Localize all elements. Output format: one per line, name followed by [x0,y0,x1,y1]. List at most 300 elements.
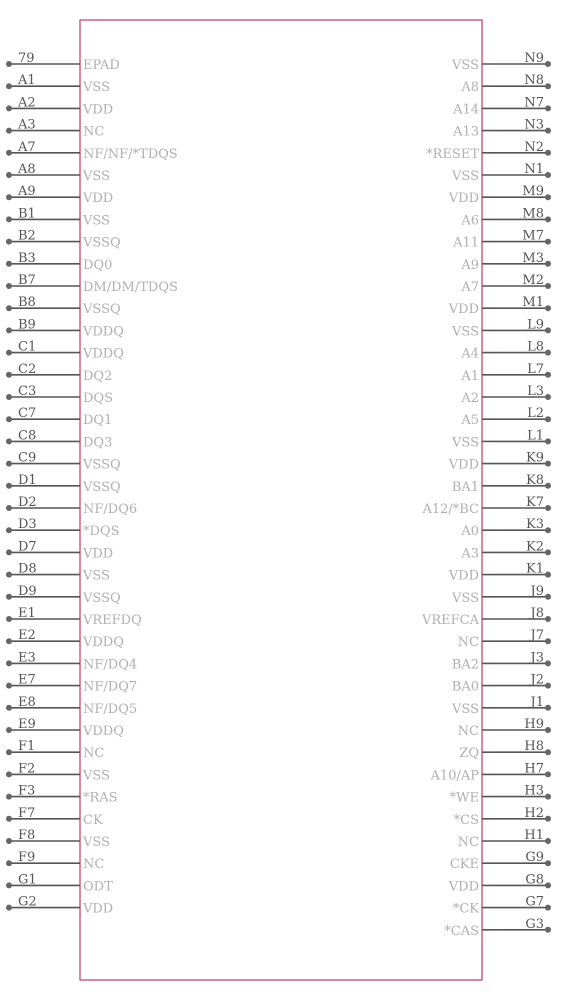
pin-right-G9 [450,850,551,872]
pin-end-dot [545,905,551,911]
pin-number: G1 [18,872,37,888]
pin-number: A8 [18,162,36,177]
pin-left-B1 [6,206,110,228]
pin-left-E8 [6,695,137,717]
pin-number: B1 [18,206,36,222]
pin-end-dot [545,327,551,333]
pin-left-D3 [6,517,120,539]
pin-name: A11 [453,235,479,251]
pin-name: A8 [461,80,479,96]
pin-number: C7 [18,406,37,422]
pin-end-dot [545,549,551,555]
pin-name: A0 [461,524,479,540]
pin-end-dot [545,749,551,755]
pin-right-H7 [430,761,551,783]
pin-end-dot [6,572,12,578]
pin-number: E1 [18,606,36,621]
pin-number: B3 [18,250,36,266]
pin-end-dot [545,416,551,422]
pin-name: A12/*BC [422,502,479,517]
pin-number: D9 [18,583,37,599]
pin-end-dot [6,749,12,755]
pin-right-M8 [460,206,551,228]
pin-number: M7 [522,228,544,244]
pin-left-A1 [6,73,110,95]
pin-right-H3 [450,784,551,806]
pin-name: VDD [448,191,479,207]
pin-right-H9 [458,717,551,739]
pin-end-dot [545,61,551,67]
pin-end-dot [545,239,551,245]
pin-name: VSS [83,568,110,584]
pin-name: NC [457,724,479,739]
pin-end-dot [6,372,12,378]
pin-number: J1 [530,694,544,710]
pin-number: D7 [18,539,37,555]
pin-right-K2 [460,539,551,561]
pin-name: A10/AP [430,768,479,784]
pin-end-dot [545,283,551,289]
pin-name: DQS [83,391,113,406]
pin-left-E7 [6,673,137,695]
pin-number: N7 [524,95,544,111]
pin-end-dot [6,350,12,356]
pin-right-L8 [460,340,551,362]
pin-number: G9 [525,850,544,866]
pin-name: CKE [449,857,479,873]
pin-left-F1 [6,739,104,761]
pin-left-F9 [6,850,104,872]
pin-name: *RAS [83,790,118,806]
pin-end-dot [545,594,551,600]
pin-name: VSSQ [83,302,121,318]
pin-name: VDDQ [83,724,124,739]
pin-number: K7 [526,495,544,510]
left-pin-group [6,51,178,917]
pin-end-dot [6,549,12,555]
pin-left-E2 [6,628,124,650]
pin-name: VDD [448,457,479,473]
pin-number: F2 [18,761,36,777]
pin-left-F7 [6,806,103,828]
pin-name: VSSQ [83,235,121,251]
pin-number: L2 [527,406,544,422]
pin-number: N9 [524,51,544,66]
pin-end-dot [545,394,551,400]
pin-name: BA0 [451,679,479,695]
pin-number: M3 [522,250,544,266]
pin-number: J3 [530,650,544,666]
pin-end-dot [545,616,551,622]
pin-left-C1 [6,340,124,362]
pin-end-dot [6,394,12,400]
pin-end-dot [6,905,12,911]
pin-left-F8 [6,828,110,850]
pin-left-B3 [6,251,112,273]
pin-number: C3 [18,384,37,399]
pin-number: C9 [18,450,37,466]
pin-right-J1 [451,695,551,717]
pin-number: N8 [524,73,544,89]
pin-end-dot [6,705,12,711]
pin-left-D9 [6,584,121,606]
pin-end-dot [6,61,12,67]
pin-end-dot [545,860,551,866]
pin-left-C2 [6,362,112,384]
pin-left-F3 [6,784,118,806]
pin-number: L8 [527,339,544,355]
pin-left-A2 [6,95,113,117]
pin-left-G1 [6,872,113,894]
pin-end-dot [6,882,12,888]
pin-number: F9 [18,850,36,866]
pin-left-B8 [6,295,121,317]
pin-right-L1 [451,428,551,450]
pin-end-dot [545,927,551,933]
pin-right-M9 [448,184,551,206]
pin-number: A3 [18,117,36,133]
pin-left-E9 [6,717,124,739]
pin-number: J2 [530,672,544,688]
pin-right-M2 [460,273,551,295]
pin-right-M1 [448,295,551,317]
pin-name: *CS [453,812,479,828]
pin-number: H2 [524,805,544,821]
pin-number: B8 [18,295,36,311]
pin-end-dot [545,350,551,356]
pin-left-A7 [6,140,178,162]
pin-right-J2 [452,673,551,695]
pin-end-dot [6,838,12,844]
pin-end-dot [545,438,551,444]
pin-end-dot [6,794,12,800]
pin-end-dot [6,816,12,822]
pin-name: VREFCA [421,613,479,628]
pin-left-C8 [6,428,112,450]
pin-name: VSS [452,324,479,340]
pin-number: G3 [525,916,544,932]
pin-name: VDD [448,302,479,318]
pin-number: B2 [18,228,36,244]
pin-right-K9 [448,451,551,473]
component-body [80,20,482,980]
pin-end-dot [6,683,12,689]
pin-number: D1 [18,472,37,488]
pin-right-G8 [448,872,551,894]
pin-number: C8 [18,428,37,444]
pin-number: E8 [18,694,36,710]
pin-number: C1 [18,339,37,355]
pin-name: NF/NF/*TDQS [83,146,178,162]
pin-end-dot [6,461,12,467]
pin-name: EPAD [83,58,120,73]
pin-end-dot [6,416,12,422]
pin-left-B7 [6,273,178,295]
pin-number: L7 [527,361,544,377]
pin-end-dot [6,660,12,666]
pin-right-N2 [426,140,551,162]
pin-end-dot [545,505,551,511]
pin-name: VDD [448,879,479,895]
pin-name: DQ0 [83,257,113,273]
pin-number: L3 [527,384,544,399]
pin-left-C3 [6,384,113,406]
pin-end-dot [545,838,551,844]
pin-name: NF/DQ4 [83,657,138,673]
pin-number: M8 [522,206,544,222]
pin-left-D2 [6,495,137,517]
pin-name: VREFDQ [83,613,142,628]
pin-left-C7 [6,406,112,428]
pin-name: ODT [83,879,113,895]
pin-end-dot [545,683,551,689]
pin-end-dot [545,816,551,822]
pin-name: NC [83,746,105,762]
pin-number: L9 [527,317,544,333]
pin-number: N1 [524,162,544,177]
pin-left-79 [6,51,120,73]
pin-end-dot [545,194,551,200]
pin-name: VSS [452,701,479,717]
pin-name: DM/DM/TDQS [83,280,178,295]
pin-right-L9 [451,317,551,339]
pin-end-dot [545,461,551,467]
pin-right-K1 [448,562,551,584]
pin-number: F1 [18,739,36,755]
pin-end-dot [6,438,12,444]
pin-end-dot [6,105,12,111]
pin-number: M1 [522,295,544,311]
pin-right-L7 [460,362,551,384]
pin-name: VSS [83,80,110,96]
pin-number: K2 [526,539,544,555]
pin-end-dot [6,594,12,600]
pin-name: VSS [83,213,110,229]
pin-right-N1 [451,162,551,184]
pin-end-dot [6,261,12,267]
pin-end-dot [6,505,12,511]
pin-end-dot [545,527,551,533]
pin-end-dot [6,527,12,533]
pin-name: A6 [461,213,479,229]
pin-right-K3 [460,517,551,539]
pin-name: VSS [83,169,110,184]
pin-left-A9 [6,184,113,206]
pin-end-dot [6,150,12,156]
pin-number: G8 [525,872,544,888]
pin-right-G7 [453,895,551,917]
pin-right-N8 [460,73,551,95]
pin-number: J9 [530,583,544,599]
pin-number: C2 [18,361,37,377]
pin-number: M2 [522,273,544,288]
pin-name: NC [83,124,105,140]
pin-right-M7 [452,229,551,251]
pin-name: A2 [461,391,479,406]
pin-end-dot [545,105,551,111]
pin-end-dot [545,305,551,311]
pin-number: H8 [524,739,544,755]
pin-name: VDDQ [83,346,124,362]
pin-left-E3 [6,650,137,672]
pin-end-dot [6,172,12,178]
pin-end-dot [545,727,551,733]
pin-name: VSS [83,835,110,850]
pin-name: VSSQ [83,479,121,495]
pin-left-F2 [6,761,110,783]
pin-end-dot [6,860,12,866]
pin-name: DQ2 [83,368,113,384]
pin-end-dot [6,305,12,311]
pin-name: *DQS [83,524,120,540]
pin-name: NF/DQ7 [83,679,138,695]
pin-end-dot [6,194,12,200]
pin-number: J7 [530,628,544,644]
pin-end-dot [545,660,551,666]
pin-name: VDDQ [83,635,124,651]
pin-name: NC [457,635,479,651]
pin-number: K9 [526,450,544,466]
pin-name: VDD [448,568,479,584]
pin-number: B7 [18,273,36,288]
pin-name: BA2 [451,657,479,673]
pin-right-K8 [452,473,551,495]
pin-end-dot [6,239,12,245]
pin-name: A9 [461,257,479,273]
pin-number: B9 [18,317,36,333]
pin-number: E3 [18,650,36,666]
pin-end-dot [545,483,551,489]
pin-number: N2 [524,139,544,155]
pin-end-dot [545,705,551,711]
pin-name: NF/DQ6 [83,502,138,517]
pin-name: *CK [452,901,479,917]
pin-end-dot [6,216,12,222]
pin-name: A13 [453,124,479,140]
pin-number: H9 [524,717,544,732]
pin-right-M3 [460,251,551,273]
pin-left-E1 [6,606,142,628]
pin-right-L3 [460,384,551,406]
pin-name: DQ3 [83,435,113,451]
pin-end-dot [6,616,12,622]
pin-right-N7 [452,95,551,117]
pin-right-N9 [451,51,551,73]
pin-name: VSS [452,169,479,184]
pin-right-H8 [459,739,551,761]
pin-name: *WE [449,790,479,806]
pin-name: NF/DQ5 [83,701,138,717]
pin-name: VSS [83,768,110,784]
pin-end-dot [545,150,551,156]
pin-left-G2 [6,895,113,917]
pin-number: H3 [524,783,544,799]
pin-name: VDD [83,546,114,562]
pin-number: D2 [18,495,37,510]
pin-number: D8 [18,561,37,577]
pin-name: CK [83,812,103,828]
pin-number: L1 [527,428,544,444]
pin-left-D8 [6,562,110,584]
pin-right-L2 [460,406,551,428]
pin-right-H2 [454,806,551,828]
pin-end-dot [6,638,12,644]
pin-number: A7 [18,139,36,155]
pin-end-dot [6,727,12,733]
pin-end-dot [6,771,12,777]
pin-name: VDD [83,901,114,917]
pin-number: A2 [18,95,36,111]
pin-end-dot [545,261,551,267]
pin-end-dot [6,283,12,289]
pin-name: A3 [461,546,479,562]
pin-end-dot [545,83,551,89]
pin-end-dot [545,172,551,178]
pin-name: BA1 [451,479,479,495]
pin-name: A4 [461,346,479,362]
pin-number: E7 [18,672,36,688]
pin-number: 79 [18,51,35,66]
pin-right-N3 [452,118,551,140]
pin-number: K8 [526,472,544,488]
pin-name: DQ1 [83,413,113,429]
pin-right-H1 [458,828,551,850]
pin-name: ZQ [459,746,479,762]
pin-left-D1 [6,473,121,495]
pin-end-dot [6,483,12,489]
pin-number: G7 [525,894,544,910]
pin-left-B2 [6,229,121,251]
pin-right-J7 [458,628,551,650]
pin-name: VSS [452,435,479,451]
pin-name: VSS [452,58,479,73]
pin-end-dot [545,771,551,777]
pin-number: F8 [18,828,36,843]
pin-number: A9 [18,184,36,200]
pin-end-dot [545,216,551,222]
pin-number: F7 [18,805,36,821]
right-pin-group [421,51,551,939]
pin-name: A7 [461,280,479,295]
pin-number: F3 [18,783,36,799]
pin-left-A3 [6,118,104,140]
pin-right-G3 [444,917,551,939]
pin-number: A1 [18,73,36,89]
pin-name: VSSQ [83,457,121,473]
pin-end-dot [6,327,12,333]
pin-name: A1 [461,368,479,384]
pin-name: VSSQ [83,590,121,606]
pin-name: A5 [461,413,479,429]
pin-left-D7 [6,539,113,561]
pin-name: VDD [83,191,114,207]
pin-right-J8 [421,606,551,628]
pin-end-dot [545,638,551,644]
pin-end-dot [545,372,551,378]
pin-number: K1 [526,561,544,577]
pin-end-dot [545,882,551,888]
pin-left-C9 [6,451,121,473]
pin-number: N3 [524,117,544,133]
pin-left-A8 [6,162,110,184]
pin-name: *RESET [426,146,479,162]
pin-right-J3 [452,650,551,672]
pin-name: NC [83,857,105,873]
pin-end-dot [6,128,12,134]
pin-number: E2 [18,628,36,644]
pin-end-dot [545,794,551,800]
pin-number: J8 [530,606,544,621]
